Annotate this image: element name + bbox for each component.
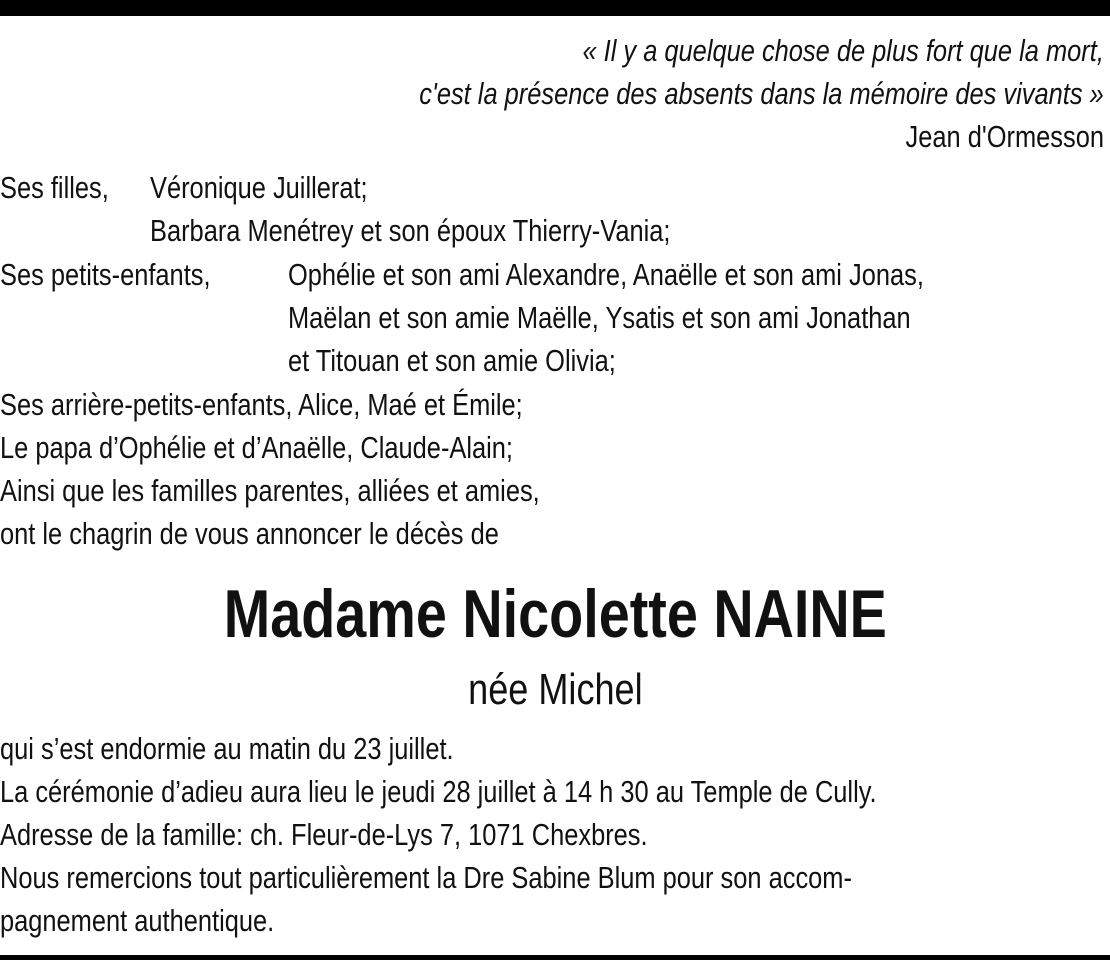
top-rule — [0, 0, 1110, 16]
filles-line-2: Barbara Menétrey et son époux Thierry-Vania; — [150, 213, 671, 248]
petits-enfants-line-1: Ophélie et son ami Alexandre, Anaëlle et son ami Jonas, — [288, 257, 924, 292]
quote-line-1 — [468, 32, 1104, 70]
annonce-line: ont le chagrin de vous annoncer le décès de — [0, 516, 499, 551]
details-line-3: Adresse de la famille: ch. Fleur-de-Lys 7, 1071 Chexbres. — [0, 817, 648, 852]
quote-author-text: Jean d'Ormesson — [905, 119, 1104, 154]
bottom-rule — [0, 955, 1110, 960]
arriere-petits-enfants-line: Ses arrière-petits-enfants, Alice, Maé et Émile; — [0, 387, 523, 422]
quote-text-1: « Il y a quelque chose de plus fort que la mort, — [582, 33, 1104, 68]
familles-line: Ainsi que les familles parentes, alliées et amies, — [0, 473, 540, 508]
details-line-2: La cérémonie d’adieu aura lieu le jeudi 28 juillet à 14 h 30 au Temple de Cully. — [0, 774, 877, 809]
papa-line: Le papa d’Ophélie et d’Anaëlle, Claude-Alain; — [0, 430, 513, 465]
filles-label: Ses filles, — [0, 170, 109, 205]
deceased-maiden-name: née Michel — [467, 665, 643, 714]
deceased-name: Madame Nicolette NAINE — [223, 576, 887, 652]
quote-text-2: c'est la présence des absents dans la mémoire des vivants » — [419, 76, 1104, 111]
details-line-5: pagnement authentique. — [0, 903, 275, 938]
petits-enfants-label: Ses petits-enfants, — [0, 257, 211, 292]
petits-enfants-line-3: et Titouan et son amie Olivia; — [288, 343, 616, 378]
quote-line-2 — [269, 75, 1104, 113]
details-line-1: qui s’est endormie au matin du 23 juillet. — [0, 731, 454, 766]
details-line-4: Nous remercions tout particulièrement la Dre Sabine Blum pour son accom- — [0, 860, 852, 895]
quote-author — [862, 118, 1104, 156]
filles-line-1: Véronique Juillerat; — [150, 170, 368, 205]
petits-enfants-line-2: Maëlan et son amie Maëlle, Ysatis et son ami Jonathan — [288, 300, 911, 335]
